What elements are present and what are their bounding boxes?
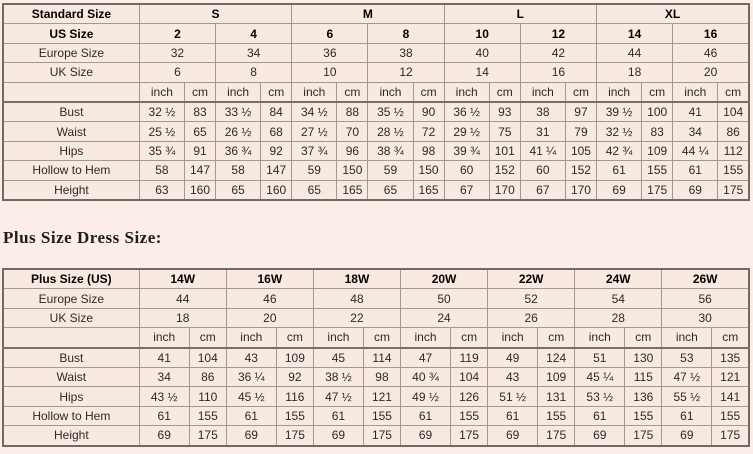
unit-cell: cm <box>718 82 749 102</box>
size-cell: 61 <box>575 406 625 425</box>
size-cell: 69 <box>226 426 276 446</box>
table-row <box>3 406 749 425</box>
size-cell: 43 <box>488 367 538 386</box>
unit-cell: inch <box>662 328 712 348</box>
size-cell: 18W <box>313 269 400 289</box>
size-cell: 8 <box>368 24 444 43</box>
size-cell: 61 <box>662 406 712 425</box>
size-cell: 24W <box>575 269 662 289</box>
size-cell: 16 <box>520 63 596 82</box>
row-label: UK Size <box>3 308 139 327</box>
size-cell: 65 <box>292 180 337 200</box>
size-cell: 61 <box>139 406 189 425</box>
size-cell: 83 <box>642 122 673 141</box>
size-cell: 155 <box>538 406 575 425</box>
size-cell: 60 <box>520 161 565 180</box>
size-cell: 121 <box>712 367 749 386</box>
size-cell: 12 <box>368 63 444 82</box>
size-cell: 27 ½ <box>292 122 337 141</box>
size-cell: 32 <box>139 43 215 62</box>
size-cell: 63 <box>139 180 184 200</box>
size-cell: 10 <box>292 63 368 82</box>
size-cell: 16W <box>226 269 313 289</box>
table-row <box>3 161 749 180</box>
size-cell: 119 <box>451 348 488 368</box>
size-cell: 54 <box>575 289 662 308</box>
row-label: Waist <box>3 122 139 141</box>
size-cell: 150 <box>337 161 368 180</box>
size-cell: 147 <box>184 161 215 180</box>
size-cell: 175 <box>712 426 749 446</box>
size-cell: 155 <box>718 161 749 180</box>
size-cell: 112 <box>718 141 749 160</box>
size-cell: 28 <box>575 308 662 327</box>
size-cell: 2 <box>139 24 215 43</box>
size-cell: 41 ¼ <box>520 141 565 160</box>
size-cell: 59 <box>368 161 413 180</box>
size-cell: 86 <box>718 122 749 141</box>
size-cell: 69 <box>139 426 189 446</box>
row-label: Bust <box>3 348 139 368</box>
size-cell: 98 <box>363 367 400 386</box>
size-cell: 24 <box>401 308 488 327</box>
size-cell: 61 <box>313 406 363 425</box>
size-cell: 69 <box>401 426 451 446</box>
size-cell: 31 <box>520 122 565 141</box>
size-cell: 124 <box>538 348 575 368</box>
size-cell: M <box>292 4 444 24</box>
row-label: US Size <box>3 24 139 43</box>
size-cell: 155 <box>189 406 226 425</box>
size-cell: 90 <box>413 102 444 122</box>
size-cell: 51 <box>575 348 625 368</box>
size-cell: 109 <box>538 367 575 386</box>
size-cell: 170 <box>565 180 596 200</box>
size-cell: 155 <box>642 161 673 180</box>
size-cell: 155 <box>625 406 662 425</box>
size-cell: 6 <box>292 24 368 43</box>
size-cell: 109 <box>276 348 313 368</box>
unit-cell: inch <box>313 328 363 348</box>
row-label <box>3 82 139 102</box>
size-cell: 165 <box>337 180 368 200</box>
size-cell: 25 ½ <box>139 122 184 141</box>
size-cell: 136 <box>625 387 662 406</box>
size-cell: 44 <box>139 289 226 308</box>
size-cell: 58 <box>216 161 261 180</box>
row-label: Hips <box>3 387 139 406</box>
unit-cell: inch <box>597 82 642 102</box>
unit-cell: inch <box>139 82 184 102</box>
size-cell: 39 ½ <box>597 102 642 122</box>
size-cell: 34 <box>216 43 292 62</box>
size-cell: 170 <box>489 180 520 200</box>
size-cell: 141 <box>712 387 749 406</box>
row-label: Standard Size <box>3 4 139 24</box>
size-cell: 175 <box>718 180 749 200</box>
size-cell: 61 <box>673 161 718 180</box>
size-cell: 45 ¼ <box>575 367 625 386</box>
table-row <box>3 426 749 446</box>
size-cell: 41 <box>139 348 189 368</box>
unit-cell: inch <box>226 328 276 348</box>
size-cell: 104 <box>189 348 226 368</box>
size-cell: 83 <box>184 102 215 122</box>
size-cell: 20W <box>401 269 488 289</box>
unit-cell: inch <box>401 328 451 348</box>
unit-cell: cm <box>642 82 673 102</box>
size-cell: 67 <box>520 180 565 200</box>
size-cell: 40 ¾ <box>401 367 451 386</box>
size-cell: 20 <box>673 63 749 82</box>
size-cell: 47 ½ <box>313 387 363 406</box>
size-cell: 32 ½ <box>597 122 642 141</box>
size-cell: S <box>139 4 291 24</box>
unit-cell: cm <box>489 82 520 102</box>
table-row <box>3 141 749 160</box>
unit-cell: cm <box>261 82 292 102</box>
row-label: Plus Size (US) <box>3 269 139 289</box>
size-cell: 67 <box>444 180 489 200</box>
size-cell: 68 <box>261 122 292 141</box>
size-cell: 104 <box>718 102 749 122</box>
size-cell: 155 <box>451 406 488 425</box>
size-cell: 26 <box>488 308 575 327</box>
size-cell: 69 <box>673 180 718 200</box>
size-cell: 152 <box>489 161 520 180</box>
row-label: Height <box>3 426 139 446</box>
size-cell: 131 <box>538 387 575 406</box>
size-cell: 91 <box>184 141 215 160</box>
size-cell: 109 <box>642 141 673 160</box>
size-cell: 22 <box>313 308 400 327</box>
size-cell: 18 <box>597 63 673 82</box>
size-cell: 35 ½ <box>368 102 413 122</box>
size-cell: 88 <box>337 102 368 122</box>
size-cell: 43 <box>226 348 276 368</box>
size-cell: 14W <box>139 269 226 289</box>
unit-cell: inch <box>520 82 565 102</box>
size-cell: L <box>444 4 596 24</box>
size-cell: 37 ¾ <box>292 141 337 160</box>
size-cell: 79 <box>565 122 596 141</box>
size-cell: 36 <box>292 43 368 62</box>
size-cell: 51 ½ <box>488 387 538 406</box>
unit-cell: cm <box>712 328 749 348</box>
unit-cell: cm <box>189 328 226 348</box>
table-row <box>3 387 749 406</box>
size-cell: 116 <box>276 387 313 406</box>
size-cell: 84 <box>261 102 292 122</box>
size-cell: 52 <box>488 289 575 308</box>
size-cell: 61 <box>488 406 538 425</box>
row-label: Bust <box>3 102 139 122</box>
size-cell: 160 <box>261 180 292 200</box>
table-row <box>3 328 749 348</box>
size-cell: 175 <box>642 180 673 200</box>
size-cell: 53 <box>662 348 712 368</box>
size-cell: 16 <box>673 24 749 43</box>
size-cell: 26W <box>662 269 749 289</box>
size-cell: 101 <box>489 141 520 160</box>
size-cell: 43 ½ <box>139 387 189 406</box>
size-cell: 105 <box>565 141 596 160</box>
size-cell: 175 <box>538 426 575 446</box>
size-cell: 28 ½ <box>368 122 413 141</box>
size-cell: 58 <box>139 161 184 180</box>
row-label: Waist <box>3 367 139 386</box>
size-cell: 48 <box>313 289 400 308</box>
plus-size-table-container <box>2 268 750 447</box>
size-cell: 100 <box>642 102 673 122</box>
size-cell: 69 <box>597 180 642 200</box>
size-cell: 38 <box>368 43 444 62</box>
size-cell: 10 <box>444 24 520 43</box>
unit-cell: inch <box>292 82 337 102</box>
size-cell: 36 ¾ <box>216 141 261 160</box>
size-cell: 45 ½ <box>226 387 276 406</box>
unit-cell: inch <box>368 82 413 102</box>
table-row <box>3 122 749 141</box>
size-cell: 175 <box>451 426 488 446</box>
size-cell: 65 <box>368 180 413 200</box>
row-label: UK Size <box>3 63 139 82</box>
size-cell: 61 <box>597 161 642 180</box>
size-cell: 47 ½ <box>662 367 712 386</box>
size-cell: 8 <box>216 63 292 82</box>
size-cell: 50 <box>401 289 488 308</box>
unit-cell: cm <box>184 82 215 102</box>
size-cell: 14 <box>597 24 673 43</box>
size-cell: 56 <box>662 289 749 308</box>
size-cell: 34 <box>673 122 718 141</box>
size-cell: 175 <box>363 426 400 446</box>
size-cell: 39 ¾ <box>444 141 489 160</box>
size-cell: 165 <box>413 180 444 200</box>
unit-cell: inch <box>673 82 718 102</box>
size-cell: 36 ½ <box>444 102 489 122</box>
size-cell: 38 ¾ <box>368 141 413 160</box>
size-cell: 147 <box>261 161 292 180</box>
table-row <box>3 180 749 200</box>
size-cell: 34 <box>139 367 189 386</box>
row-label: Europe Size <box>3 289 139 308</box>
size-cell: 175 <box>189 426 226 446</box>
size-cell: 155 <box>712 406 749 425</box>
size-cell: 86 <box>189 367 226 386</box>
size-cell: 126 <box>451 387 488 406</box>
plus-size-table <box>2 268 750 447</box>
size-cell: 53 ½ <box>575 387 625 406</box>
size-cell: 49 ½ <box>401 387 451 406</box>
table-row <box>3 24 749 43</box>
row-label: Europe Size <box>3 43 139 62</box>
size-cell: 104 <box>451 367 488 386</box>
size-cell: 97 <box>565 102 596 122</box>
row-label: Hollow to Hem <box>3 161 139 180</box>
size-cell: 4 <box>216 24 292 43</box>
standard-size-table <box>2 3 750 201</box>
table-row <box>3 269 749 289</box>
size-cell: 44 ¼ <box>673 141 718 160</box>
size-cell: 34 ½ <box>292 102 337 122</box>
unit-cell: inch <box>488 328 538 348</box>
size-cell: 65 <box>184 122 215 141</box>
size-cell: 130 <box>625 348 662 368</box>
size-cell: 69 <box>488 426 538 446</box>
size-cell: 35 ¾ <box>139 141 184 160</box>
size-cell: XL <box>597 4 749 24</box>
size-cell: 70 <box>337 122 368 141</box>
size-cell: 32 ½ <box>139 102 184 122</box>
size-cell: 93 <box>489 102 520 122</box>
size-cell: 12 <box>520 24 596 43</box>
unit-cell: inch <box>139 328 189 348</box>
size-cell: 150 <box>413 161 444 180</box>
size-cell: 38 <box>520 102 565 122</box>
size-cell: 114 <box>363 348 400 368</box>
row-label: Height <box>3 180 139 200</box>
size-cell: 61 <box>226 406 276 425</box>
unit-cell: cm <box>451 328 488 348</box>
size-cell: 121 <box>363 387 400 406</box>
table-row <box>3 43 749 62</box>
unit-cell: cm <box>538 328 575 348</box>
size-cell: 49 <box>488 348 538 368</box>
size-cell: 46 <box>673 43 749 62</box>
size-cell: 110 <box>189 387 226 406</box>
size-cell: 65 <box>216 180 261 200</box>
size-cell: 42 ¾ <box>597 141 642 160</box>
size-cell: 30 <box>662 308 749 327</box>
size-cell: 29 ½ <box>444 122 489 141</box>
size-cell: 14 <box>444 63 520 82</box>
unit-cell: inch <box>444 82 489 102</box>
table-row <box>3 367 749 386</box>
size-cell: 26 ½ <box>216 122 261 141</box>
size-cell: 46 <box>226 289 313 308</box>
table-row <box>3 289 749 308</box>
size-cell: 69 <box>662 426 712 446</box>
size-cell: 155 <box>276 406 313 425</box>
size-cell: 38 ½ <box>313 367 363 386</box>
unit-cell: cm <box>565 82 596 102</box>
size-cell: 6 <box>139 63 215 82</box>
table-row <box>3 308 749 327</box>
size-cell: 22W <box>488 269 575 289</box>
size-cell: 75 <box>489 122 520 141</box>
size-cell: 20 <box>226 308 313 327</box>
size-cell: 47 <box>401 348 451 368</box>
table-row <box>3 63 749 82</box>
row-label: Hips <box>3 141 139 160</box>
size-cell: 92 <box>261 141 292 160</box>
size-cell: 59 <box>292 161 337 180</box>
size-cell: 98 <box>413 141 444 160</box>
size-cell: 45 <box>313 348 363 368</box>
size-cell: 18 <box>139 308 226 327</box>
size-cell: 72 <box>413 122 444 141</box>
size-cell: 115 <box>625 367 662 386</box>
unit-cell: inch <box>216 82 261 102</box>
table-row <box>3 102 749 122</box>
size-cell: 160 <box>184 180 215 200</box>
table-row <box>3 4 749 24</box>
size-cell: 92 <box>276 367 313 386</box>
size-cell: 152 <box>565 161 596 180</box>
size-cell: 36 ¼ <box>226 367 276 386</box>
unit-cell: cm <box>276 328 313 348</box>
size-cell: 42 <box>520 43 596 62</box>
unit-cell: cm <box>337 82 368 102</box>
table-row <box>3 82 749 102</box>
size-cell: 41 <box>673 102 718 122</box>
size-cell: 40 <box>444 43 520 62</box>
size-cell: 175 <box>276 426 313 446</box>
size-cell: 61 <box>401 406 451 425</box>
size-cell: 96 <box>337 141 368 160</box>
unit-cell: inch <box>575 328 625 348</box>
size-cell: 44 <box>597 43 673 62</box>
row-label <box>3 328 139 348</box>
unit-cell: cm <box>625 328 662 348</box>
unit-cell: cm <box>413 82 444 102</box>
size-cell: 55 ½ <box>662 387 712 406</box>
size-cell: 175 <box>625 426 662 446</box>
size-cell: 69 <box>313 426 363 446</box>
size-cell: 135 <box>712 348 749 368</box>
size-cell: 155 <box>363 406 400 425</box>
unit-cell: cm <box>363 328 400 348</box>
size-cell: 69 <box>575 426 625 446</box>
size-cell: 60 <box>444 161 489 180</box>
standard-size-table-container <box>2 3 750 201</box>
table-row <box>3 348 749 368</box>
plus-size-heading: Plus Size Dress Size: <box>3 228 162 247</box>
row-label: Hollow to Hem <box>3 406 139 425</box>
size-cell: 33 ½ <box>216 102 261 122</box>
